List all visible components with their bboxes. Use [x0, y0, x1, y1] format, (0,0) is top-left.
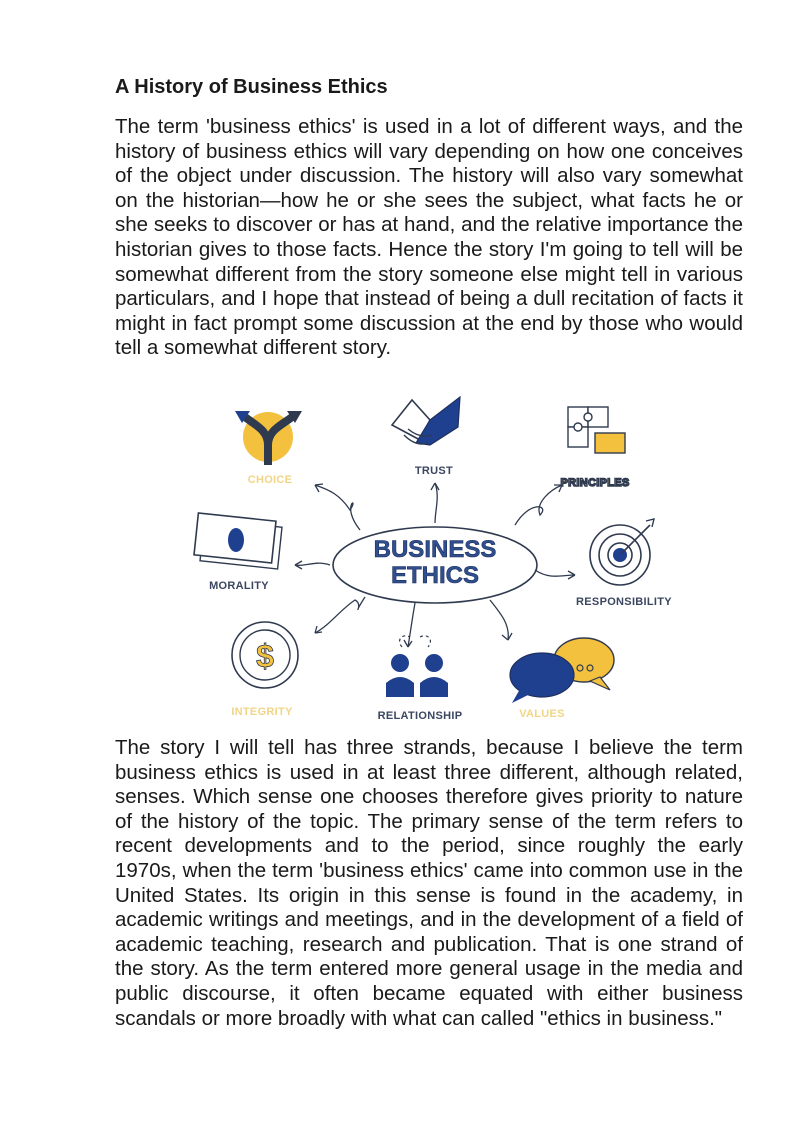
- label-morality: MORALITY: [209, 580, 269, 592]
- banknote-icon: [194, 513, 282, 592]
- history-paragraph: The story I will tell has three strands, because I believe the term business ethics is used in at least three different, although related, senses. Which sense one chooses therefore gives priority to nature of the history of the topic. The primary sense of the term refers to recent developments and to the period, since roughly the early 1970s, when the term 'business ethics' came into common use in the United States. Its origin in this sense is found in the academy, in academic writings and meetings, and in the development of a field of academic teaching, research and publication. That is one strand of the story. As the term entered more general usage in the media and public discourse, it often became equated with either business scandals or more broadly with what can called "ethics in business.": [115, 736, 743, 1030]
- document-title: A History of Business Ethics: [115, 76, 388, 98]
- label-relationship: RELATIONSHIP: [377, 710, 463, 722]
- svg-text:PRINCIPLES: PRINCIPLES: [560, 477, 630, 489]
- center-title-line1: BUSINESS: [373, 536, 497, 563]
- speech-bubbles-icon: [510, 638, 614, 720]
- svg-text:INTEGRITY: INTEGRITY: [231, 706, 293, 718]
- center-title-line2: ETHICS: [390, 562, 480, 589]
- label-responsibility: RESPONSIBILITY: [576, 596, 672, 608]
- people-icon: [378, 636, 463, 722]
- dollar-coin-icon: [231, 622, 298, 718]
- puzzle-pieces-icon: [560, 407, 629, 489]
- target-icon: [576, 519, 672, 608]
- label-trust: TRUST: [414, 465, 454, 477]
- center-node: [333, 527, 537, 603]
- crossroads-arrows-icon: [235, 411, 302, 486]
- intro-paragraph: The term 'business ethics' is used in a lot of different ways, and the history of business ethics will vary depending on how one conceives of the object under discussion. The history will also vary somewhat on the historian—how he or she sees the subject, what facts he or she seeks to discover or has at hand, and the relative importance the historian gives to those facts. Hence the story I'm going to tell will be somewhat different from the story someone else might tell in various particulars, and I hope that instead of being a dull recitation of facts it might in fact prompt some discussion at the end by those who would tell a somewhat different story.: [115, 115, 743, 360]
- svg-text:$: $: [256, 638, 274, 674]
- business-ethics-illustration: [190, 385, 690, 725]
- handshake-icon: [392, 397, 460, 477]
- svg-text:VALUES: VALUES: [519, 708, 565, 720]
- svg-text:CHOICE: CHOICE: [247, 474, 293, 486]
